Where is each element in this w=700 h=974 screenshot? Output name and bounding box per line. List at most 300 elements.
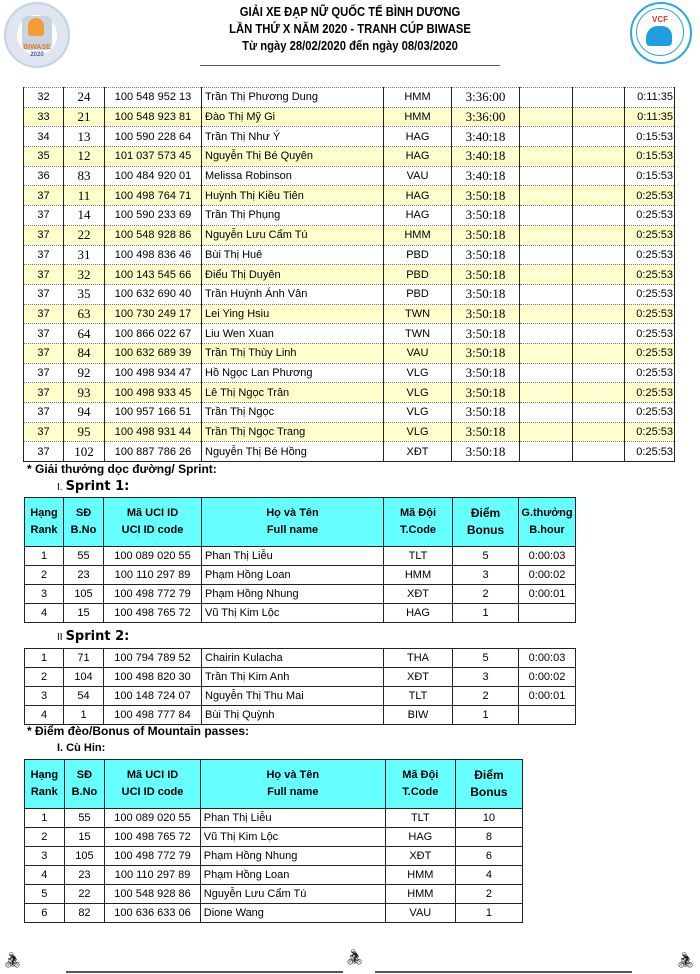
bonus-time-cell — [520, 245, 573, 265]
time-cell: 3:36:00 — [452, 88, 520, 108]
bonus-time-cell: 0:00:00 — [520, 422, 573, 442]
rank-cell: 33 — [24, 107, 64, 127]
rank-cell: 37 — [24, 206, 64, 226]
team-cell: BIW — [384, 706, 453, 725]
rank-cell: 37 — [24, 343, 64, 363]
time-cell: 3:40:18 — [452, 147, 520, 167]
table-row — [24, 363, 675, 383]
team-cell: VLG — [384, 403, 452, 423]
uci-cell: 100 548 928 86 — [105, 885, 201, 904]
time-cell: 3:50:18 — [452, 343, 520, 363]
col-team: Mã Đội T.Code — [385, 760, 455, 809]
team-cell: THA — [384, 649, 453, 668]
name-cell: Nguyễn Lưu Cẩm Tú — [202, 225, 384, 245]
rank-cell: 37 — [24, 186, 64, 206]
bib-cell: 15 — [64, 828, 105, 847]
gap-cell: 0:25:53 — [625, 442, 675, 462]
time-cell: 3:50:18 — [452, 206, 520, 226]
gap-cell: 0:25:53 — [625, 363, 675, 383]
gap-cell: 0:25:53 — [625, 225, 675, 245]
bonus-hour-cell: 0:00:01 — [519, 687, 576, 706]
uci-cell: 100 636 633 06 — [105, 904, 201, 923]
col-rank: Hạng Rank — [25, 498, 64, 547]
rank-cell: 37 — [24, 265, 64, 285]
cyclist-icon: 🚴︎ — [676, 951, 696, 969]
bonus-hour-cell: 0:00:01 — [519, 585, 576, 604]
uci-cell: 100 498 772 79 — [104, 585, 202, 604]
team-cell: HMM — [385, 885, 455, 904]
penalty-time-cell: 0:00:00 — [573, 343, 625, 363]
mountain-section-heading: * Điểm đèo/Bonus of Mountain passes: — [27, 724, 250, 738]
uci-cell: 100 089 020 55 — [105, 809, 201, 828]
bonus-cell: 10 — [455, 809, 522, 828]
bonus-time-cell: 0:00:00 — [520, 343, 573, 363]
bonus-hour-cell: 0:00:02 — [519, 566, 576, 585]
rank-cell: 3 — [25, 687, 64, 706]
col-bib: SĐ B.No — [64, 498, 104, 547]
time-cell: 3:50:18 — [452, 284, 520, 304]
rank-cell: 1 — [25, 649, 64, 668]
time-cell: 3:50:18 — [452, 363, 520, 383]
time-cell: 3:50:18 — [452, 422, 520, 442]
uci-cell: 100 794 789 52 — [104, 649, 202, 668]
table-row — [24, 265, 675, 285]
table-row — [24, 343, 675, 363]
col-name: Họ và Tên Full name — [200, 760, 385, 809]
bib-cell: 104 — [64, 668, 104, 687]
uci-cell: 100 866 022 67 — [105, 324, 202, 344]
rank-cell: 37 — [24, 442, 64, 462]
team-cell: TLT — [384, 547, 453, 566]
name-cell: Điểu Thị Duyên — [202, 265, 384, 285]
name-cell: Trần Thị Như Ý — [202, 127, 384, 147]
uci-cell: 100 548 952 13 — [105, 88, 202, 108]
penalty-time-cell: 0:00:00 — [573, 225, 625, 245]
time-cell: 3:50:18 — [452, 403, 520, 423]
bib-cell: 105 — [64, 847, 105, 866]
bonus-time-cell: 0:00:00 — [520, 265, 573, 285]
name-cell: Chairin Kulacha — [202, 649, 384, 668]
table-row — [25, 866, 523, 885]
col-name: Họ và Tên Full name — [202, 498, 384, 547]
bib-cell: 14 — [64, 206, 105, 226]
name-cell: Nguyễn Thị Bé Quyên — [202, 147, 384, 167]
cyclist-icon — [28, 18, 44, 36]
bib-cell: 24 — [64, 88, 105, 108]
bonus-hour-cell: 0:00:03 — [519, 649, 576, 668]
team-cell: PBD — [384, 284, 452, 304]
name-cell: Lei Ying Hsiu — [202, 304, 384, 324]
bib-cell: 55 — [64, 547, 104, 566]
uci-cell: 100 498 765 72 — [104, 604, 202, 623]
bonus-cell: 1 — [455, 904, 522, 923]
rank-cell: 37 — [24, 284, 64, 304]
bib-cell: 32 — [64, 265, 105, 285]
uci-cell: 100 148 724 07 — [104, 687, 202, 706]
table-row — [25, 706, 576, 725]
time-cell: 3:50:18 — [452, 383, 520, 403]
penalty-time-cell — [573, 206, 625, 226]
bonus-time-cell: 0:00:00 — [520, 107, 573, 127]
team-cell: XĐT — [385, 847, 455, 866]
name-cell: Dione Wang — [200, 904, 385, 923]
bonus-time-cell — [520, 403, 573, 423]
name-cell: Đào Thị Mỹ Gi — [202, 107, 384, 127]
bib-cell: 105 — [64, 585, 104, 604]
rank-cell: 37 — [24, 403, 64, 423]
rank-cell: 6 — [25, 904, 65, 923]
bonus-cell: 4 — [455, 866, 522, 885]
uci-cell: 100 730 249 17 — [105, 304, 202, 324]
bib-cell: 63 — [64, 304, 105, 324]
gap-cell: 0:25:53 — [625, 284, 675, 304]
name-cell: Nguyễn Lưu Cẩm Tú — [200, 885, 385, 904]
name-cell: Trần Thị Thùy Linh — [202, 343, 384, 363]
table-row — [24, 324, 675, 344]
time-cell: 3:50:18 — [452, 186, 520, 206]
uci-cell: 100 143 545 66 — [105, 265, 202, 285]
penalty-time-cell — [573, 127, 625, 147]
team-cell: HMM — [384, 566, 453, 585]
table-row — [24, 88, 675, 108]
table-row — [25, 604, 576, 623]
team-cell: HMM — [384, 225, 452, 245]
rank-cell: 1 — [25, 547, 64, 566]
gap-cell: 0:25:53 — [625, 265, 675, 285]
name-cell: Trần Thị Kim Anh — [202, 668, 384, 687]
col-bonus: Điểm Bonus — [453, 498, 519, 547]
col-uci: Mã UCI ID UCI ID code — [105, 760, 201, 809]
name-cell: Bùi Thị Huê — [202, 245, 384, 265]
col-bib: SĐ B.No — [64, 760, 105, 809]
name-cell: Melissa Robinson — [202, 166, 384, 186]
bonus-time-cell: 0:00:00 — [520, 225, 573, 245]
bib-cell: 92 — [64, 363, 105, 383]
bib-cell: 12 — [64, 147, 105, 167]
table-row — [25, 885, 523, 904]
bib-cell: 102 — [64, 442, 105, 462]
rank-cell: 3 — [25, 847, 65, 866]
bib-cell: 1 — [64, 706, 104, 725]
rank-cell: 4 — [25, 866, 65, 885]
table-row — [24, 206, 675, 226]
bib-cell: 21 — [64, 107, 105, 127]
team-cell: TLT — [384, 687, 453, 706]
uci-cell: 100 110 297 89 — [105, 866, 201, 885]
gap-cell: 0:25:53 — [625, 186, 675, 206]
penalty-time-cell: 0:00:00 — [573, 422, 625, 442]
rank-cell: 36 — [24, 166, 64, 186]
team-cell: TWN — [384, 324, 452, 344]
bonus-time-cell — [520, 442, 573, 462]
bib-cell: 54 — [64, 687, 104, 706]
time-cell: 3:50:18 — [452, 245, 520, 265]
team-cell: HMM — [384, 88, 452, 108]
bib-cell: 95 — [64, 422, 105, 442]
name-cell: Liu Wen Xuan — [202, 324, 384, 344]
rank-cell: 37 — [24, 422, 64, 442]
penalty-time-cell — [573, 324, 625, 344]
bonus-time-cell — [520, 127, 573, 147]
uci-cell: 100 590 233 69 — [105, 206, 202, 226]
sprint-1-table — [24, 497, 576, 623]
col-bonus-hour: G.thưởng B.hour — [519, 498, 576, 547]
rank-cell: 4 — [25, 604, 64, 623]
uci-cell: 100 498 764 71 — [105, 186, 202, 206]
table-row — [24, 166, 675, 186]
time-cell: 3:50:18 — [452, 225, 520, 245]
gap-cell: 0:25:53 — [625, 422, 675, 442]
name-cell: Huỳnh Thị Kiều Tiên — [202, 186, 384, 206]
bonus-time-cell: 0:00:00 — [520, 186, 573, 206]
gap-cell: 0:11:35 — [625, 107, 675, 127]
footer-rule — [66, 971, 343, 973]
bonus-time-cell: 0:00:00 — [520, 147, 573, 167]
bib-cell: 55 — [64, 809, 105, 828]
team-cell: XĐT — [384, 442, 452, 462]
rank-cell: 37 — [24, 324, 64, 344]
team-cell: HAG — [384, 186, 452, 206]
uci-cell: 100 498 931 44 — [105, 422, 202, 442]
sprint-section-heading: * Giải thưởng dọc đường/ Sprint: — [27, 462, 217, 476]
bib-cell: 11 — [64, 186, 105, 206]
bib-cell: 22 — [64, 225, 105, 245]
rank-cell: 37 — [24, 245, 64, 265]
results-table — [23, 87, 675, 462]
bonus-cell: 2 — [453, 687, 519, 706]
bib-cell: 84 — [64, 343, 105, 363]
rank-cell: 2 — [25, 668, 64, 687]
gap-cell: 0:15:53 — [625, 166, 675, 186]
team-cell: VLG — [384, 363, 452, 383]
uci-cell: 100 498 772 79 — [105, 847, 201, 866]
name-cell: Phạm Hồng Loan — [200, 866, 385, 885]
name-cell: Trần Thị Ngọc — [202, 403, 384, 423]
rank-cell: 37 — [24, 383, 64, 403]
team-cell: HAG — [384, 147, 452, 167]
rank-cell: 1 — [25, 809, 65, 828]
bonus-hour-cell: 0:00:02 — [519, 668, 576, 687]
col-uci: Mã UCI ID UCI ID code — [104, 498, 202, 547]
bonus-time-cell: 0:00:00 — [520, 304, 573, 324]
team-cell: XĐT — [384, 668, 453, 687]
team-cell: VAU — [384, 166, 452, 186]
uci-cell: 100 498 933 45 — [105, 383, 202, 403]
uci-cell: 100 089 020 55 — [104, 547, 202, 566]
penalty-time-cell — [573, 363, 625, 383]
team-cell: HMM — [385, 866, 455, 885]
bonus-cell: 1 — [453, 706, 519, 725]
time-cell: 3:50:18 — [452, 304, 520, 324]
rank-cell: 37 — [24, 304, 64, 324]
name-cell: Vũ Thị Kim Lộc — [200, 828, 385, 847]
name-cell: Nguyễn Thị Thu Mai — [202, 687, 384, 706]
table-row — [24, 186, 675, 206]
rank-cell: 32 — [24, 88, 64, 108]
penalty-time-cell — [573, 284, 625, 304]
title-divider — [200, 65, 500, 66]
uci-cell: 100 548 923 81 — [105, 107, 202, 127]
name-cell: Lê Thị Ngọc Trân — [202, 383, 384, 403]
name-cell: Phan Thị Liễu — [200, 809, 385, 828]
bib-cell: 22 — [64, 885, 105, 904]
bib-cell: 83 — [64, 166, 105, 186]
uci-cell: 100 548 928 86 — [105, 225, 202, 245]
table-row — [24, 383, 675, 403]
time-cell: 3:40:18 — [452, 127, 520, 147]
team-cell: VAU — [384, 343, 452, 363]
name-cell: Bùi Thị Quỳnh — [202, 706, 384, 725]
title-line-3: Từ ngày 28/02/2020 đến ngày 08/03/2020 — [242, 39, 458, 53]
footer-rule — [375, 971, 632, 973]
bib-cell: 71 — [64, 649, 104, 668]
mountain-pass-1-heading: I. Cù Hin: — [57, 742, 106, 754]
table-row — [24, 127, 675, 147]
title-line-2: LẦN THỨ X NĂM 2020 - TRANH CÚP BIWASE — [229, 22, 471, 36]
bonus-cell: 1 — [453, 604, 519, 623]
penalty-time-cell: 0:00:00 — [573, 147, 625, 167]
gap-cell: 0:15:53 — [625, 147, 675, 167]
penalty-time-cell — [573, 88, 625, 108]
table-row — [25, 668, 576, 687]
bonus-cell: 3 — [453, 566, 519, 585]
table-row — [24, 304, 675, 324]
bonus-time-cell — [520, 363, 573, 383]
team-cell: PBD — [384, 245, 452, 265]
gap-cell: 0:25:53 — [625, 245, 675, 265]
table-row — [24, 284, 675, 304]
mountain-pass-1-table — [24, 759, 523, 923]
rank-cell: 35 — [24, 147, 64, 167]
penalty-time-cell — [573, 166, 625, 186]
rank-cell: 34 — [24, 127, 64, 147]
bonus-time-cell: 0:00:00 — [520, 383, 573, 403]
bonus-cell: 6 — [455, 847, 522, 866]
time-cell: 3:50:18 — [452, 442, 520, 462]
table-header-row — [25, 498, 576, 547]
name-cell: Nguyễn Thị Bé Hồng — [202, 442, 384, 462]
rank-cell: 2 — [25, 828, 65, 847]
name-cell: Vũ Thị Kim Lộc — [202, 604, 384, 623]
table-row — [25, 847, 523, 866]
name-cell: Phạm Hồng Loan — [202, 566, 384, 585]
team-cell: VLG — [384, 422, 452, 442]
uci-cell: 100 632 689 39 — [105, 343, 202, 363]
rank-cell: 4 — [25, 706, 64, 725]
name-cell: Trần Huỳnh Ánh Vân — [202, 284, 384, 304]
team-cell: TWN — [384, 304, 452, 324]
page-title — [170, 4, 530, 55]
document-header — [0, 0, 700, 80]
table-row — [24, 403, 675, 423]
gap-cell: 0:25:53 — [625, 206, 675, 226]
table-row — [25, 566, 576, 585]
penalty-time-cell: 0:00:00 — [573, 304, 625, 324]
bib-cell: 23 — [64, 866, 105, 885]
rank-cell: 5 — [25, 885, 65, 904]
name-cell: Trần Thị Phụng — [202, 206, 384, 226]
gap-cell: 0:11:35 — [625, 88, 675, 108]
uci-cell: 100 110 297 89 — [104, 566, 202, 585]
uci-cell: 100 957 166 51 — [105, 403, 202, 423]
name-cell: Trần Thị Ngọc Trang — [202, 422, 384, 442]
table-row — [25, 809, 523, 828]
rank-cell: 2 — [25, 566, 64, 585]
table-row — [24, 245, 675, 265]
bib-cell: 31 — [64, 245, 105, 265]
bonus-cell: 5 — [453, 649, 519, 668]
team-cell: HAG — [384, 604, 453, 623]
bonus-time-cell — [520, 88, 573, 108]
bonus-cell: 8 — [455, 828, 522, 847]
title-line-1: GIẢI XE ĐẠP NỮ QUỐC TẾ BÌNH DƯƠNG — [239, 5, 461, 19]
table-header-row — [25, 760, 523, 809]
rank-cell: 37 — [24, 225, 64, 245]
bib-cell: 35 — [64, 284, 105, 304]
team-cell: XĐT — [384, 585, 453, 604]
bib-cell: 94 — [64, 403, 105, 423]
bib-cell: 64 — [64, 324, 105, 344]
table-row — [25, 828, 523, 847]
time-cell: 3:40:18 — [452, 166, 520, 186]
table-row — [24, 225, 675, 245]
bonus-hour-cell — [519, 706, 576, 725]
penalty-time-cell — [573, 245, 625, 265]
table-row — [25, 547, 576, 566]
gap-cell: 0:15:53 — [625, 127, 675, 147]
gap-cell: 0:25:53 — [625, 304, 675, 324]
sprint-2-heading: II Sprint 2: — [57, 629, 130, 644]
gap-cell: 0:25:53 — [625, 403, 675, 423]
time-cell: 3:50:18 — [452, 265, 520, 285]
uci-cell: 100 498 934 47 — [105, 363, 202, 383]
bonus-time-cell — [520, 206, 573, 226]
sprint-1-heading: I. Sprint 1: — [57, 479, 130, 494]
team-cell: HMM — [384, 107, 452, 127]
col-team: Mã Đội T.Code — [384, 498, 453, 547]
uci-cell: 100 590 228 64 — [105, 127, 202, 147]
table-row — [24, 107, 675, 127]
table-row — [25, 649, 576, 668]
gap-cell: 0:25:53 — [625, 383, 675, 403]
team-cell: VLG — [384, 383, 452, 403]
bonus-hour-cell — [519, 604, 576, 623]
penalty-time-cell: 0:00:00 — [573, 265, 625, 285]
uci-cell: 100 484 920 01 — [105, 166, 202, 186]
uci-cell: 100 498 777 84 — [104, 706, 202, 725]
team-cell: HAG — [384, 206, 452, 226]
gap-cell: 0:25:53 — [625, 343, 675, 363]
team-cell: HAG — [384, 127, 452, 147]
col-rank: Hạng Rank — [25, 760, 65, 809]
team-cell: VAU — [385, 904, 455, 923]
table-row — [24, 147, 675, 167]
cyclist-icon: 🚴︎ — [345, 948, 365, 966]
bonus-cell: 2 — [453, 585, 519, 604]
penalty-time-cell: 0:00:00 — [573, 186, 625, 206]
vcf-logo-icon: VCF — [630, 2, 692, 64]
bonus-cell: 5 — [453, 547, 519, 566]
sprint-2-table — [24, 648, 576, 725]
uci-cell: 100 498 820 30 — [104, 668, 202, 687]
table-row — [25, 687, 576, 706]
penalty-time-cell — [573, 403, 625, 423]
table-row — [24, 442, 675, 462]
penalty-time-cell: 0:00:00 — [573, 383, 625, 403]
uci-cell: 100 498 836 46 — [105, 245, 202, 265]
name-cell: Phạm Hồng Nhung — [200, 847, 385, 866]
uci-cell: 100 498 765 72 — [105, 828, 201, 847]
